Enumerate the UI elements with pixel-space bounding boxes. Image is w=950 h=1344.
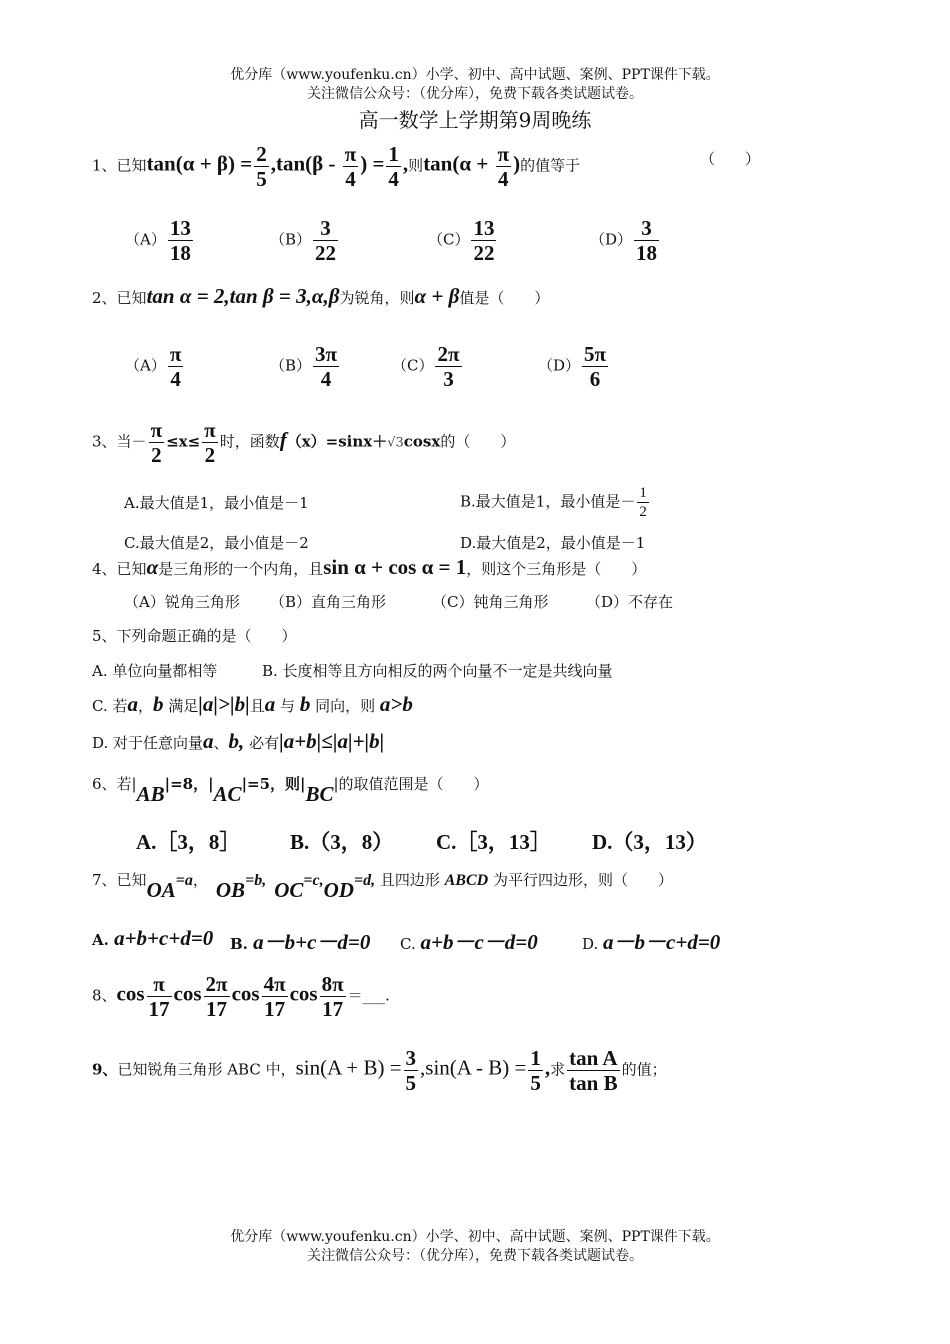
q1-then: 则	[408, 156, 424, 175]
q7-option-b: B. a－b+c－d=0	[230, 930, 371, 954]
q6-vector-ac: AC	[213, 782, 242, 806]
q1-eq2: ) =	[360, 151, 385, 176]
q5-option-d: D. 对于任意向量a、b, 必有|a+b|≤|a|+|b|	[92, 729, 385, 753]
q4-option-a: （A）锐角三角形	[124, 593, 240, 611]
question-3: 3、当－ $\frac{\pi}{2}$ ≤x≤ $\frac{\pi}{2}$ 时，函数f（x）=sinx＋√3cosx的（ ）	[92, 418, 516, 467]
q3-option-b: B.最大值是1，最小值是－ $\frac{1}{2}$	[460, 485, 647, 520]
q1-number: 1、	[92, 156, 117, 175]
q1-tan3: tan(α +	[423, 151, 494, 176]
q6-option-a: A.［3，8］	[136, 830, 241, 854]
q6-option-c: C.［3，13］	[436, 830, 551, 854]
q6-option-d: D.（3，13）	[592, 830, 707, 854]
q7-option-a: A. a+b+c+d=0	[92, 926, 214, 950]
question-6: 6、若|AB|=8，|AC|=5，则|BC|的取值范围是（ ）	[92, 775, 489, 806]
question-1: 1、已知tan(α + β) = $\frac{2}{5}$ ,tan(β - $\frac{\pi}{4}$ ) = $\frac{1}{4}$ ,则tan(α + $\frac{\pi}{4}$ )的值等于	[92, 142, 581, 191]
question-4: 4、已知α是三角形的一个内角，且sin α + cos α = 1，则这个三角形是（ ）	[92, 555, 647, 579]
q2-option-b: （B） $\frac{3\pi}{4}$	[270, 342, 338, 391]
q4-option-d: （D）不存在	[586, 593, 674, 611]
q1-tan1: tan(α + β) =	[146, 151, 253, 176]
header-line-1: 优分库（www.youfenku.cn）小学、初中、高中试题、案例、PPT课件下载。	[230, 67, 720, 83]
question-7: 7、已知OA=a， OB=b, OC=c,OD=d, 且四边形 ABCD 为平行四边形，则（ ）	[92, 871, 673, 902]
q5-option-a: A. 单位向量都相等	[92, 662, 218, 680]
question-9: 9、已知锐角三角形 ABC 中，sin(A + B) = $\frac{3}{5}$ ,sin(A - B) = $\frac{1}{5}$ ,求 $\frac{\text{tan A}}{\text{tan B}}$ 的值；	[92, 1046, 667, 1095]
q3-option-a: A.最大值是1，最小值是－1	[124, 494, 309, 512]
page-title: 高一数学上学期第9周晚练	[358, 108, 592, 132]
q1-frac-pi2: $\frac{\pi}{4}$	[497, 142, 510, 191]
q1-option-c: （C） $\frac{13}{22}$	[428, 216, 495, 265]
q3-option-d: D.最大值是2，最小值是－1	[460, 534, 646, 552]
question-2: 2、已知tan α = 2,tan β = 3,α,β为锐角，则α + β值是（ ）	[92, 284, 550, 308]
q2-option-d: （D） $\frac{5\pi}{6}$	[538, 342, 607, 391]
question-8: 8、cos $\frac{\pi}{17}$ cos $\frac{2\pi}{17}$ cos $\frac{4\pi}{17}$ cos $\frac{8\pi}{17}$ ＝___.	[92, 972, 390, 1021]
q2-expr: tan α = 2,tan β = 3,α,β	[146, 284, 340, 308]
q4-option-b: （B）直角三角形	[270, 593, 387, 611]
header-line-2: 关注微信公众号：（优分库），免费下载各类试题试卷。	[307, 86, 643, 102]
q7-vector-ob: OB	[215, 878, 246, 902]
q1-tan2: ,tan(β -	[270, 151, 341, 176]
q3-option-c: C.最大值是2，最小值是－2	[124, 534, 309, 552]
q1-option-a: （A） $\frac{13}{18}$	[125, 216, 191, 265]
question-5: 5、下列命题正确的是（ ）	[92, 627, 297, 645]
q1-frac1: $\frac{2}{5}$	[256, 142, 267, 191]
q6-option-b: B.（3，8）	[290, 830, 394, 854]
q2-option-a: （A） $\frac{\pi}{4}$	[125, 342, 182, 391]
q1-frac-pi: $\frac{\pi}{4}$	[344, 142, 357, 191]
q4-expr: sin α + cos α = 1	[323, 555, 467, 579]
q2-expr2: α + β	[414, 284, 460, 308]
q1-frac2: $\frac{1}{4}$	[388, 142, 399, 191]
q4-option-c: （C）钝角三角形	[432, 593, 549, 611]
q3-sqrt: √3	[387, 435, 404, 451]
q7-vector-od: OD	[323, 878, 354, 902]
q7-option-d: D. a－b－c+d=0	[582, 930, 721, 954]
q7-vector-oa: OA	[146, 878, 176, 902]
footer-line-2: 关注微信公众号：（优分库），免费下载各类试题试卷。	[307, 1248, 643, 1264]
q1-post: 的值等于	[520, 156, 581, 175]
q1-option-b: （B） $\frac{3}{22}$	[270, 216, 337, 265]
q6-vector-ab: AB	[136, 782, 165, 806]
q7-vector-oc: OC	[274, 878, 304, 902]
q1-close: )	[513, 151, 521, 176]
q7-option-c: C. a+b－c－d=0	[400, 930, 538, 954]
q5-option-c: C. 若a，b 满足|a|>|b|且a 与 b 同向，则 a>b	[92, 692, 413, 716]
q1-option-d: （D） $\frac{3}{18}$	[590, 216, 658, 265]
q1-pre: 已知	[116, 156, 147, 175]
q5-option-b: B. 长度相等且方向相反的两个向量不一定是共线向量	[262, 662, 613, 680]
footer-line-1: 优分库（www.youfenku.cn）小学、初中、高中试题、案例、PPT课件下载。	[230, 1229, 720, 1245]
q1-answer-paren: （ ）	[700, 150, 761, 168]
q6-vector-bc: BC	[305, 782, 334, 806]
q2-option-c: （C） $\frac{2\pi}{3}$	[392, 342, 460, 391]
